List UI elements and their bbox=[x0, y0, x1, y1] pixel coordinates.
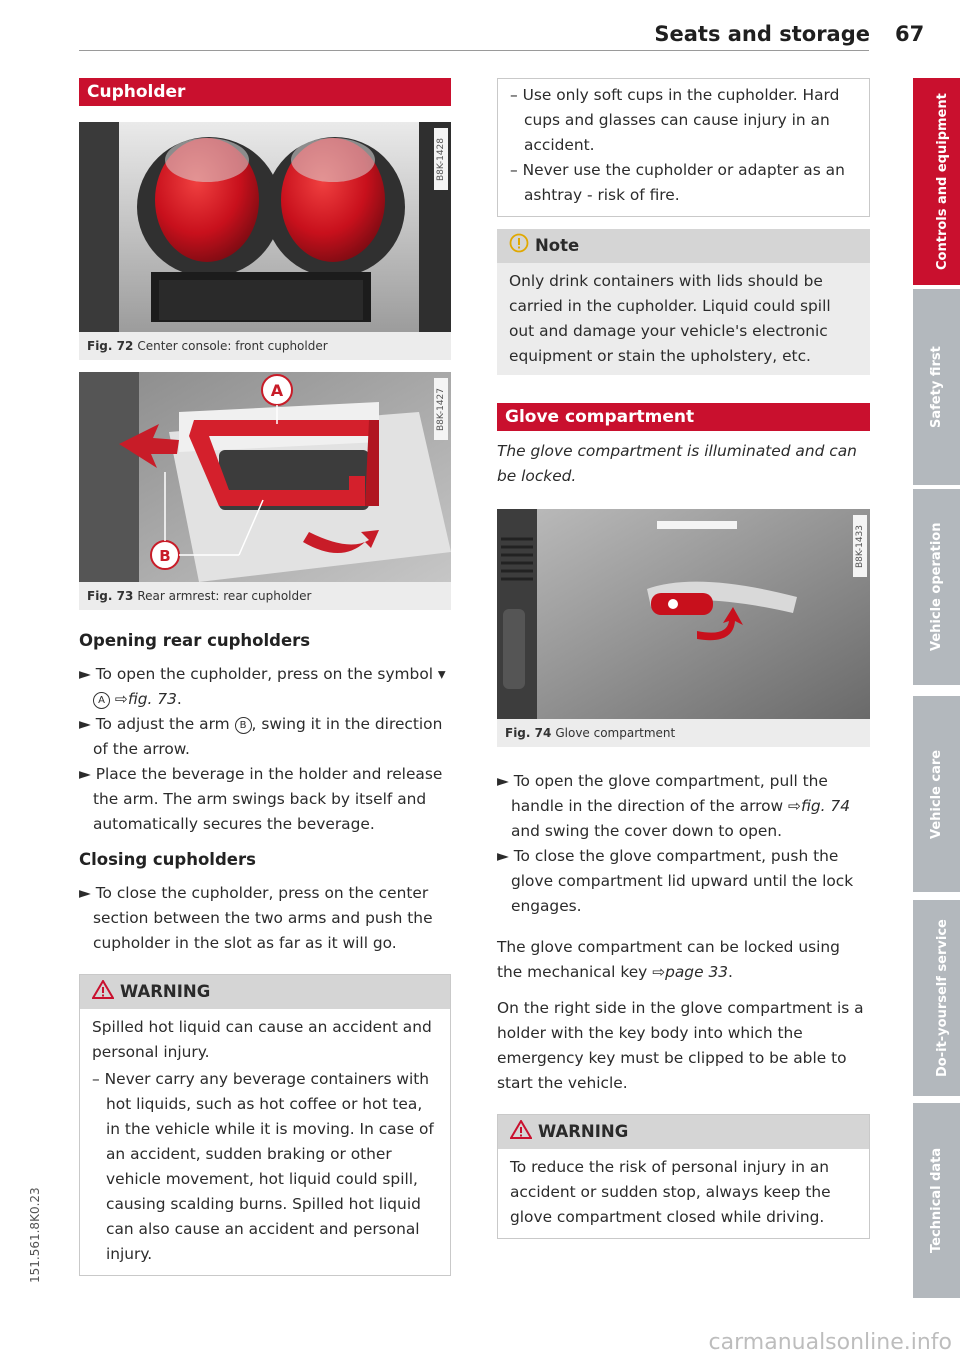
figure-72-label: Fig. 72 bbox=[87, 339, 134, 353]
note-header bbox=[497, 229, 870, 263]
glove-list bbox=[497, 769, 870, 919]
figure-74-code: B8K-1433 bbox=[853, 515, 867, 577]
glove-paragraph-locking bbox=[497, 935, 870, 985]
warning-item-text: Use only soft cups in the cupholder. Hard cups and glasses can cause injury in an accident. bbox=[522, 86, 840, 154]
warning-intro: Spilled hot liquid can cause an accident and personal injury. bbox=[92, 1018, 432, 1061]
section-title-glove-compartment: Glove compartment bbox=[497, 403, 870, 431]
glove-intro: The glove compartment is illuminated and can be locked. bbox=[497, 442, 857, 485]
cup-symbol-icon: ▾ bbox=[437, 665, 446, 683]
tab-label: Vehicle operation bbox=[929, 522, 944, 652]
xref-text: fig. 73 bbox=[127, 690, 177, 708]
note-box bbox=[497, 229, 870, 375]
note-info-icon bbox=[509, 233, 529, 253]
figure-74-caption-text: Glove compartment bbox=[555, 726, 676, 740]
warning-header bbox=[80, 975, 450, 1009]
note-text: Only drink containers with lids should be carried in the cupholder. Liquid could spill out and damage your vehicle's electronic equipment or stain the upholstery, etc. bbox=[509, 272, 831, 365]
closing-heading: Closing cupholders bbox=[79, 850, 256, 869]
tab-vehicle-operation[interactable] bbox=[913, 489, 960, 685]
figure-72-code: B8K-1428 bbox=[434, 128, 448, 190]
figure-72-caption bbox=[79, 332, 451, 360]
right-column bbox=[497, 78, 870, 1239]
callout-b-label: B bbox=[159, 547, 171, 565]
warning-item: – Use only soft cups in the cupholder. Hard cups and glasses can cause injury in an accident. bbox=[510, 86, 840, 154]
figure-74-image bbox=[497, 509, 870, 719]
list-item-end: . bbox=[176, 690, 182, 708]
list-item-text: To open the cupholder, press on the symbol bbox=[95, 665, 434, 683]
warning-box-cupholder bbox=[79, 974, 451, 1276]
list-item: ► Place the beverage in the holder and release the arm. The arm swings back by itself and automatically secures the beverage. bbox=[79, 765, 443, 833]
list-item: ► To open the glove compartment, pull the handle in the direction of the arrow ⇨fig. 74 and swing the cover down to open. bbox=[497, 772, 851, 840]
list-item-text: To adjust the arm bbox=[95, 715, 230, 733]
tab-vehicle-care[interactable] bbox=[913, 696, 960, 892]
running-header-title: Seats and storage bbox=[654, 22, 870, 46]
page-number: 67 bbox=[895, 22, 925, 46]
paragraph-text: The glove compartment can be locked using the mechanical key bbox=[497, 938, 840, 981]
callout-a-label: A bbox=[270, 381, 284, 400]
glove-compartment-illustration bbox=[497, 509, 870, 719]
list-item-text: To close the cupholder, press on the center section between the two arms and push the cupholder in the slot as far as it will go. bbox=[93, 884, 433, 952]
document-code: 151.561.8K0.23 bbox=[28, 1187, 42, 1283]
xref-text: fig. 74 bbox=[800, 797, 851, 815]
note-body bbox=[497, 263, 870, 375]
tab-label: Technical data bbox=[929, 1147, 944, 1254]
tab-label: Vehicle care bbox=[929, 749, 944, 839]
figure-73 bbox=[79, 372, 451, 610]
warning-header bbox=[498, 1115, 869, 1149]
figure-73-label: Fig. 73 bbox=[87, 589, 134, 603]
list-item-text: To open the glove compartment, pull the handle in the direction of the arrow bbox=[511, 772, 828, 815]
list-item: ► To close the cupholder, press on the center section between the two arms and push the cupholder in the slot as far as it will go. bbox=[79, 884, 433, 952]
tab-label: Safety first bbox=[929, 346, 944, 428]
watermark: carmanualsonline.info bbox=[708, 1330, 952, 1355]
header-rule bbox=[79, 50, 869, 51]
tab-do-it-yourself-service[interactable] bbox=[913, 900, 960, 1096]
list-item: ► To open the cupholder, press on the symbol ▾A ⇨fig. 73. bbox=[79, 665, 446, 708]
warning-item: – Never use the cupholder or adapter as an ashtray - risk of fire. bbox=[510, 161, 845, 204]
warning-item: – Never carry any beverage containers with hot liquids, such as hot coffee or hot tea, in the vehicle while it is moving. In case of an accident, sudden braking or other vehicle movement, hot liquid could spill, causing scalding burns. Spilled hot liquid can also cause an accident and personal injury. bbox=[92, 1070, 434, 1263]
warning-box-continued bbox=[497, 78, 870, 217]
xref-text: page 33 bbox=[665, 963, 729, 981]
figure-73-caption bbox=[79, 582, 451, 610]
closing-list bbox=[79, 881, 451, 956]
figure-73-caption-text: Rear armrest: rear cupholder bbox=[137, 589, 312, 603]
callout-b-icon: B bbox=[235, 717, 252, 734]
rear-cupholder-illustration bbox=[79, 372, 451, 582]
tab-controls-and-equipment[interactable] bbox=[913, 78, 960, 285]
figure-74-label: Fig. 74 bbox=[505, 726, 552, 740]
warning-text: To reduce the risk of personal injury in an accident or sudden stop, always keep the glove compartment closed while driving. bbox=[510, 1158, 831, 1226]
figure-74 bbox=[497, 509, 870, 747]
note-title: Note bbox=[535, 236, 580, 255]
tab-label: Do-it-yourself service bbox=[935, 919, 950, 1077]
paragraph-end: . bbox=[728, 963, 733, 981]
warning-title: WARNING bbox=[120, 982, 211, 1001]
warning-item-text: Never use the cupholder or adapter as an ashtray - risk of fire. bbox=[522, 161, 845, 204]
warning-box-glove bbox=[497, 1114, 870, 1239]
figure-72-image bbox=[79, 122, 451, 332]
warning-title: WARNING bbox=[538, 1122, 629, 1141]
list-item: ► To close the glove compartment, push the glove compartment lid upward until the lock engages. bbox=[497, 847, 854, 915]
list-item-text: To close the glove compartment, push the glove compartment lid upward until the lock engages. bbox=[511, 847, 854, 915]
warning-triangle-icon bbox=[510, 1120, 532, 1139]
tab-label: Controls and equipment bbox=[935, 93, 950, 270]
tab-technical-data[interactable] bbox=[913, 1103, 960, 1298]
xref-page-33[interactable]: ⇨page 33 bbox=[652, 963, 729, 981]
xref-fig-73[interactable]: ⇨fig. 73 bbox=[114, 690, 177, 708]
left-column bbox=[79, 78, 451, 1276]
list-item-rest: and swing the cover down to open. bbox=[511, 822, 783, 840]
warning-body bbox=[80, 1009, 450, 1275]
figure-72 bbox=[79, 122, 451, 360]
warning-body bbox=[498, 1149, 869, 1238]
figure-74-caption bbox=[497, 719, 870, 747]
front-cupholder-illustration bbox=[79, 122, 451, 332]
xref-fig-74[interactable]: ⇨fig. 74 bbox=[788, 797, 851, 815]
warning-continued-body bbox=[498, 79, 869, 216]
list-item-rest: , swing it in the direction of the arrow. bbox=[93, 715, 443, 758]
opening-list bbox=[79, 662, 451, 837]
glove-paragraph-key-holder: On the right side in the glove compartment is a holder with the key body into which the emergency key must be clipped to be able to start the vehicle. bbox=[497, 999, 864, 1092]
tab-safety-first[interactable] bbox=[913, 289, 960, 485]
warning-item-text: Never carry any beverage containers with hot liquids, such as hot coffee or hot tea, in the vehicle while it is moving. In case of an accident, sudden braking or other vehicle movement, hot liquid could spill, causing scalding burns. Spilled hot liquid can also cause an accident and personal injury. bbox=[104, 1070, 434, 1263]
figure-73-code: B8K-1427 bbox=[434, 378, 448, 440]
section-title-cupholder: Cupholder bbox=[79, 78, 451, 106]
list-item-text: Place the beverage in the holder and release the arm. The arm swings back by itself and automatically secures the beverage. bbox=[93, 765, 443, 833]
opening-heading: Opening rear cupholders bbox=[79, 631, 311, 650]
figure-72-caption-text: Center console: front cupholder bbox=[137, 339, 328, 353]
list-item: ► To adjust the arm B , swing it in the direction of the arrow. bbox=[79, 715, 443, 758]
warning-triangle-icon bbox=[92, 980, 114, 999]
callout-a-icon: A bbox=[93, 692, 110, 709]
figure-73-image bbox=[79, 372, 451, 582]
